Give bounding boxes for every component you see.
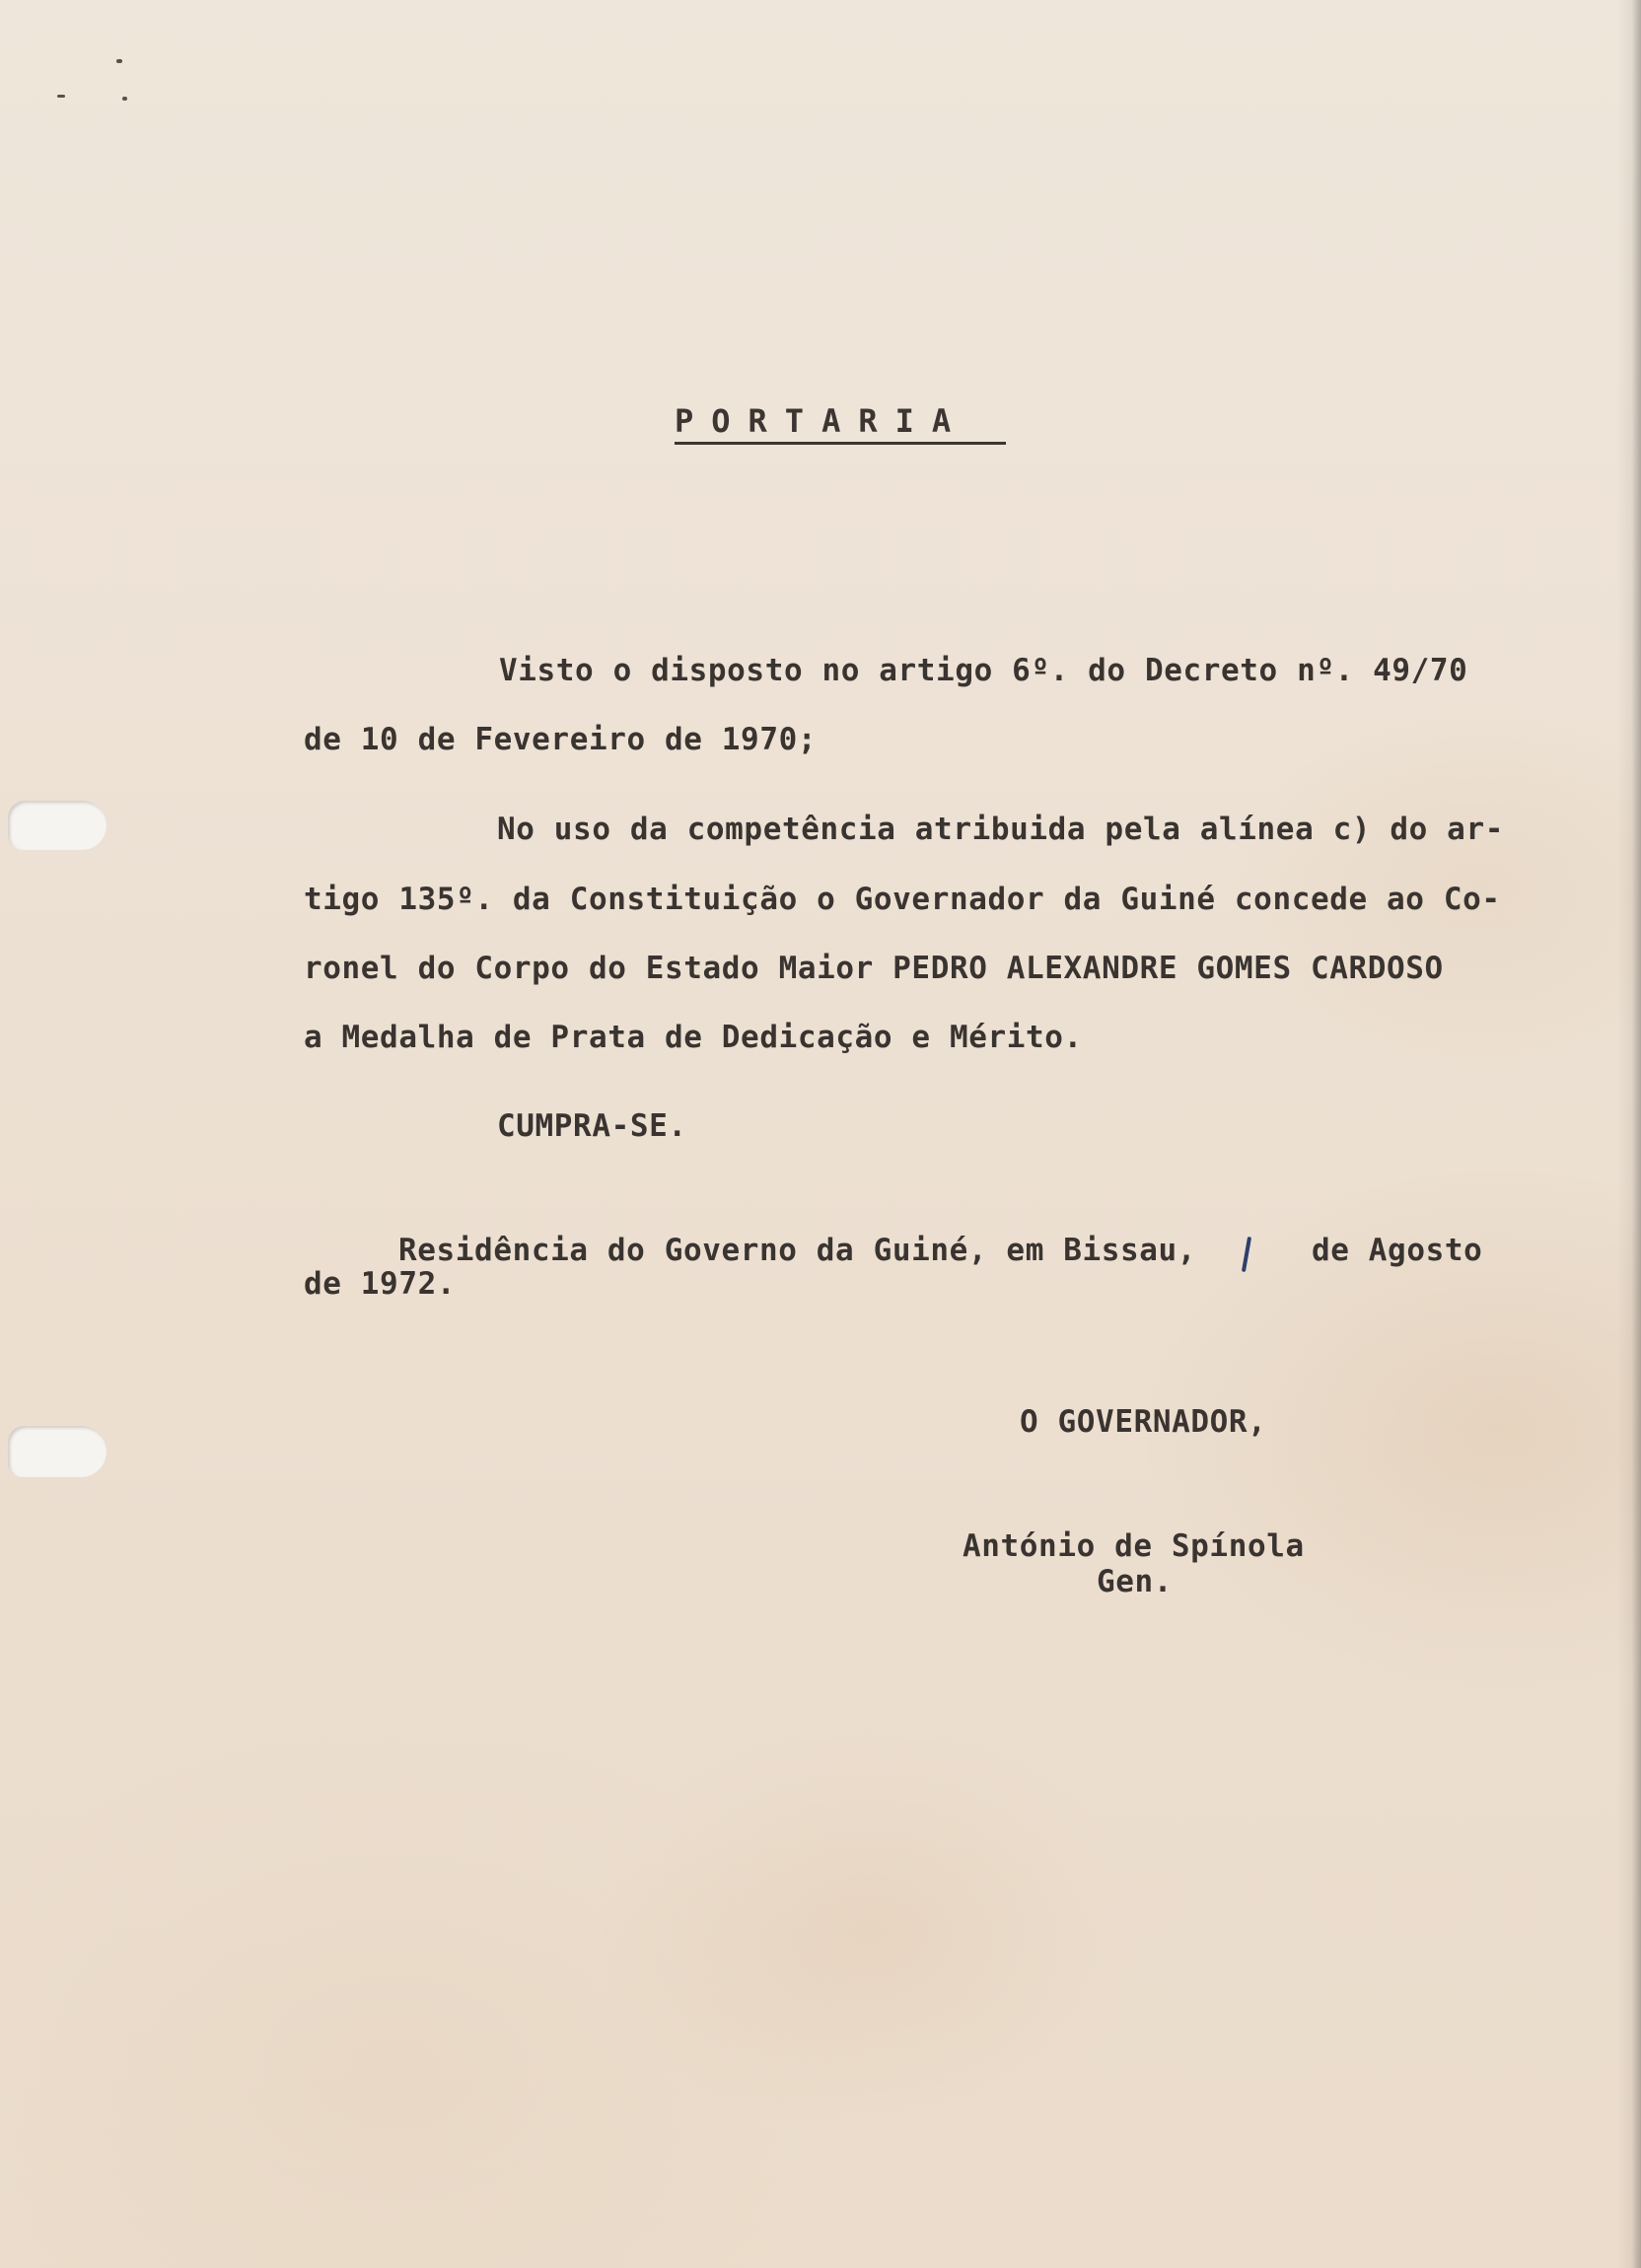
- signature-office: O GOVERNADOR,: [1020, 1404, 1267, 1440]
- paper-speck: [122, 97, 127, 101]
- paper-speck: [57, 95, 65, 98]
- punch-hole-upper: [8, 801, 107, 850]
- paragraph-2-line-2: tigo 135º. da Constituição o Governador da Guiné concede ao Co-: [304, 882, 1501, 917]
- place-date-month: de Agosto: [1312, 1233, 1483, 1268]
- place-date-line-1: Residência do Governo da Guiné, em Bissau,: [398, 1233, 1197, 1268]
- paragraph-1-line-1: Visto o disposto no artigo 6º. do Decreto nº. 49/70: [499, 653, 1468, 688]
- punch-hole-lower: [8, 1426, 107, 1477]
- paragraph-2-line-1: No uso da competência atribuida pela alínea c) do ar-: [497, 812, 1504, 847]
- handwritten-day-mark: [1242, 1237, 1251, 1272]
- signature-name: António de Spínola: [963, 1528, 1305, 1564]
- paragraph-2-line-3: ronel do Corpo do Estado Maior PEDRO ALEXANDRE GOMES CARDOSO: [304, 951, 1444, 986]
- paragraph-1-line-2: de 10 de Fevereiro de 1970;: [304, 722, 818, 757]
- page-edge-shadow: [1617, 0, 1641, 2268]
- paper-speck: [116, 59, 122, 63]
- paragraph-2-line-4: a Medalha de Prata de Dedicação e Mérito.: [304, 1020, 1083, 1055]
- cumpra-se: CUMPRA-SE.: [497, 1108, 687, 1144]
- signature-rank: Gen.: [1097, 1564, 1174, 1599]
- place-date-line-2: de 1972.: [304, 1266, 457, 1302]
- document-title: PORTARIA: [675, 402, 1006, 445]
